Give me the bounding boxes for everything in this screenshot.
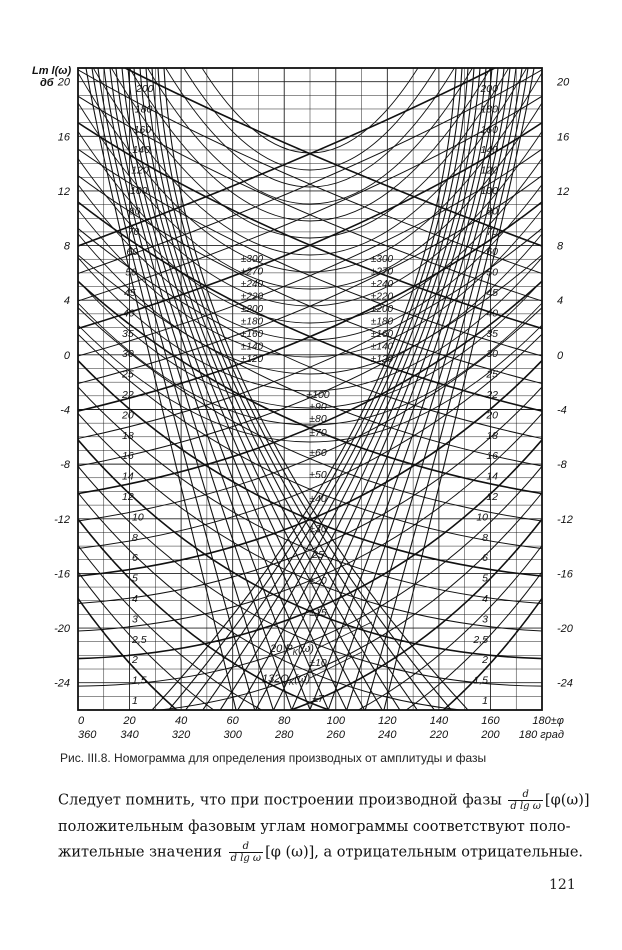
derivative-fraction-1: $\frac{d}{\text{d lg ω}}$ bbox=[510, 789, 541, 812]
curve-label-left: 80 bbox=[128, 205, 141, 218]
y-tick-label-right: -16 bbox=[557, 568, 573, 581]
curve-label-right: 35 bbox=[486, 327, 498, 340]
center-label-left: ±140 bbox=[240, 341, 264, 353]
curve-label-right: 70 bbox=[486, 225, 498, 238]
x-tick-label-top: 0 bbox=[78, 715, 85, 727]
y-tick-label-left: 16 bbox=[57, 131, 70, 144]
x-tick-label-bottom: 300 bbox=[223, 729, 242, 741]
x-tick-label-bottom: 280 bbox=[275, 729, 294, 741]
amplitude-curve-left bbox=[68, 168, 602, 398]
curve-label-left: 3 bbox=[132, 613, 138, 626]
amplitude-curve-left bbox=[68, 298, 602, 528]
x-tick-label-top: 160 bbox=[481, 715, 500, 727]
curve-label-right: 5 bbox=[482, 572, 488, 585]
curve-label-right: 16 bbox=[486, 450, 498, 463]
x-tick-label-bottom: 260 bbox=[326, 729, 345, 741]
y-tick-label-left: -4 bbox=[60, 404, 70, 417]
paragraph-line-3 bbox=[58, 841, 584, 864]
curve-label-left: 35 bbox=[122, 327, 134, 340]
x-tick-label-top: 100 bbox=[326, 715, 345, 727]
curve-label-left: 200 bbox=[136, 83, 154, 95]
curve-label-left: 12 bbox=[122, 491, 134, 503]
curve-label-left: 30 bbox=[122, 348, 134, 361]
curve-label-right: 10 bbox=[476, 511, 488, 524]
curve-label-right: 4 bbox=[482, 593, 488, 605]
curve-label-left: 8 bbox=[132, 531, 138, 544]
curve-label-right: 22 bbox=[486, 389, 498, 401]
amplitude-curve-right bbox=[18, 506, 552, 742]
center-label-right: ±120 bbox=[370, 354, 394, 365]
center-label-bottom: ±10 bbox=[309, 657, 327, 669]
curve-label-right: 3 bbox=[482, 613, 488, 626]
x-tick-label-bottom: 240 bbox=[378, 729, 397, 741]
y-tick-label-left: -24 bbox=[54, 677, 70, 690]
center-label-bottom: ±15 bbox=[309, 607, 327, 619]
center-label-left: ±220 bbox=[240, 291, 264, 303]
y-axis-unit: дб bbox=[40, 77, 54, 89]
center-label-right: ±160 bbox=[370, 329, 394, 340]
center-label-right: ±180 bbox=[370, 316, 394, 328]
center-label-bottom: ±30 bbox=[309, 523, 327, 535]
y-tick-label-right: -20 bbox=[557, 623, 573, 636]
annotation-pk: 20 $P_K(\omega)$ bbox=[270, 643, 314, 657]
curve-label-left: 180 bbox=[134, 103, 153, 116]
curve-label-left: 10 bbox=[132, 511, 144, 524]
amplitude-curve-right bbox=[18, 298, 552, 528]
center-label-left: ±240 bbox=[240, 279, 264, 290]
curve-label-left: 22 bbox=[122, 389, 134, 401]
y-tick-label-left: -20 bbox=[54, 623, 70, 636]
x-tick-label-top: 120 bbox=[378, 715, 397, 727]
y-tick-label-right: 12 bbox=[557, 185, 570, 198]
curve-label-right: 100 bbox=[480, 185, 498, 197]
curve-label-right: 80 bbox=[486, 205, 498, 218]
center-label-bottom: ±100 bbox=[306, 389, 330, 401]
y-tick-label-right: -8 bbox=[557, 459, 567, 472]
curve-label-right: 30 bbox=[486, 348, 498, 361]
x-tick-label-top: 140 bbox=[429, 715, 449, 727]
curve-label-left: 20 bbox=[122, 409, 134, 422]
x-tick-label-top: 180±φ bbox=[532, 715, 564, 727]
curve-label-left: 40 bbox=[122, 307, 135, 320]
center-label-bottom: ±40 bbox=[309, 493, 327, 505]
phase-expression-1: [φ(ω)] bbox=[544, 792, 590, 809]
curve-label-right: 40 bbox=[486, 307, 498, 320]
x-tick-label-bottom: 220 bbox=[429, 729, 449, 741]
curve-label-right: 200 bbox=[480, 83, 498, 95]
center-label-left: ±300 bbox=[240, 254, 264, 265]
curve-label-right: 14 bbox=[486, 470, 498, 483]
figure-caption: Рис. III.8. Номограмма для определения производных от амплитуды и фазы bbox=[60, 751, 487, 765]
curve-label-right: 180 bbox=[480, 103, 498, 116]
y-tick-label-right: 16 bbox=[557, 131, 570, 144]
curve-label-left: 6 bbox=[132, 552, 138, 565]
curve-label-left: 4 bbox=[132, 593, 138, 605]
curve-label-left: 160 bbox=[133, 123, 152, 136]
x-tick-label-top: 20 bbox=[123, 715, 136, 727]
curve-label-left: 45 bbox=[124, 287, 136, 299]
amplitude-curve-left bbox=[68, 506, 602, 742]
curve-label-right: 8 bbox=[482, 531, 488, 544]
derivative-fraction-2: $\frac{d}{\text{d lg ω}}$ bbox=[230, 841, 262, 864]
x-tick-label-bottom: 180 град bbox=[518, 729, 564, 741]
paragraph-line-1 bbox=[58, 789, 590, 812]
curve-label-right: 2 bbox=[482, 654, 488, 667]
center-label-left: ±180 bbox=[240, 316, 264, 328]
curve-label-left: 50 bbox=[125, 266, 137, 279]
center-label-bottom: ±70 bbox=[309, 427, 327, 439]
curve-label-left: 140 bbox=[132, 144, 150, 157]
curve-label-left: 1 bbox=[132, 695, 138, 707]
x-tick-label-bottom: 360 bbox=[78, 729, 97, 741]
x-tick-label-top: 80 bbox=[278, 715, 291, 727]
curve-label-right: 45 bbox=[486, 287, 498, 299]
y-tick-label-right: 4 bbox=[557, 295, 564, 308]
y-tick-label-right: -12 bbox=[557, 513, 573, 526]
center-label-left: ±160 bbox=[240, 329, 264, 340]
y-tick-label-left: 12 bbox=[57, 185, 70, 198]
curve-label-right: 18 bbox=[486, 429, 498, 442]
x-tick-label-top: 40 bbox=[174, 715, 188, 727]
x-tick-label-bottom: 320 bbox=[171, 729, 191, 741]
x-tick-label-bottom: 340 bbox=[120, 729, 139, 741]
paragraph-line-2: положительным фазовым углам номограммы соответствуют поло- bbox=[58, 819, 571, 835]
y-tick-label-left: 4 bbox=[63, 295, 70, 308]
paragraph-line-3-text: жительные значения bbox=[58, 844, 222, 861]
curve-label-right: 25 bbox=[486, 368, 498, 381]
center-label-bottom: ±7 bbox=[312, 693, 324, 705]
center-label-right: ±200 bbox=[370, 304, 394, 315]
curve-label-right: 6 bbox=[482, 552, 488, 565]
curve-label-right: 50 bbox=[486, 266, 498, 279]
center-label-right: ±240 bbox=[370, 279, 394, 290]
y-tick-label-left: 8 bbox=[63, 240, 70, 253]
center-label-right: ±300 bbox=[370, 254, 394, 265]
curve-label-left: 2,5 bbox=[132, 633, 147, 646]
y-tick-label-right: 20 bbox=[557, 76, 570, 89]
curve-label-right: 20 bbox=[486, 409, 498, 422]
x-tick-label-top: 60 bbox=[226, 715, 239, 727]
center-label-bottom: ±90 bbox=[309, 401, 327, 413]
page-number: 121 bbox=[549, 877, 576, 893]
y-tick-label-right: -24 bbox=[557, 677, 573, 690]
amplitude-curve-right bbox=[18, 168, 552, 398]
curve-label-left: 100 bbox=[130, 185, 148, 197]
curve-label-left: 2 bbox=[132, 654, 138, 667]
center-label-left: ±200 bbox=[240, 304, 264, 315]
curve-label-right: 12 bbox=[486, 491, 498, 503]
x-tick-label-bottom: 200 bbox=[481, 729, 500, 741]
center-label-bottom: ±50 bbox=[309, 469, 327, 481]
y-tick-label-right: -4 bbox=[557, 404, 567, 417]
curve-label-left: 5 bbox=[132, 572, 138, 585]
center-label-bottom: ±60 bbox=[309, 447, 327, 459]
y-tick-label-left: -12 bbox=[54, 513, 70, 526]
annotation-qk: $132Q_K(\omega)$ bbox=[262, 673, 311, 687]
y-tick-label-left: 20 bbox=[57, 76, 70, 89]
center-label-left: ±120 bbox=[240, 354, 264, 365]
curve-label-right: 1,5 bbox=[473, 674, 488, 687]
phase-expression-2: [φ (ω)], а отрицательным отрицательные. bbox=[265, 844, 584, 861]
curve-label-left: 120 bbox=[131, 164, 149, 177]
y-tick-label-right: 8 bbox=[557, 240, 564, 253]
curve-label-right: 140 bbox=[480, 144, 498, 157]
curve-label-right: 1 bbox=[482, 695, 488, 707]
curve-label-right: 120 bbox=[480, 164, 498, 177]
y-tick-label-left: -8 bbox=[60, 459, 70, 472]
center-label-right: ±140 bbox=[370, 341, 394, 353]
curve-label-right: 60 bbox=[486, 246, 498, 259]
curve-label-left: 70 bbox=[127, 225, 140, 238]
y-tick-label-right: 0 bbox=[557, 349, 564, 362]
center-label-right: ±270 bbox=[370, 266, 394, 278]
curve-label-left: 14 bbox=[122, 470, 134, 483]
y-tick-label-left: 0 bbox=[63, 349, 70, 362]
center-label-bottom: ±20 bbox=[309, 575, 327, 587]
y-axis-title: Lm l(ω) bbox=[32, 65, 72, 77]
curve-label-left: 60 bbox=[126, 246, 139, 259]
curve-label-left: 1,5 bbox=[132, 674, 147, 687]
center-label-left: ±270 bbox=[240, 266, 264, 278]
center-label-right: ±220 bbox=[370, 291, 394, 303]
center-label-bottom: 25 bbox=[312, 549, 324, 561]
steep-curve-left bbox=[122, 68, 366, 750]
curve-label-right: 160 bbox=[480, 123, 498, 136]
curve-label-left: 16 bbox=[122, 450, 134, 463]
curve-label-right: 2,5 bbox=[473, 633, 488, 646]
paragraph-line-1-text: Следует помнить, что при построении производной фазы bbox=[58, 792, 502, 809]
center-label-bottom: ±80 bbox=[309, 413, 327, 425]
curve-label-left: 25 bbox=[122, 368, 134, 381]
curve-label-left: 18 bbox=[122, 429, 134, 442]
y-tick-label-left: -16 bbox=[54, 568, 70, 581]
